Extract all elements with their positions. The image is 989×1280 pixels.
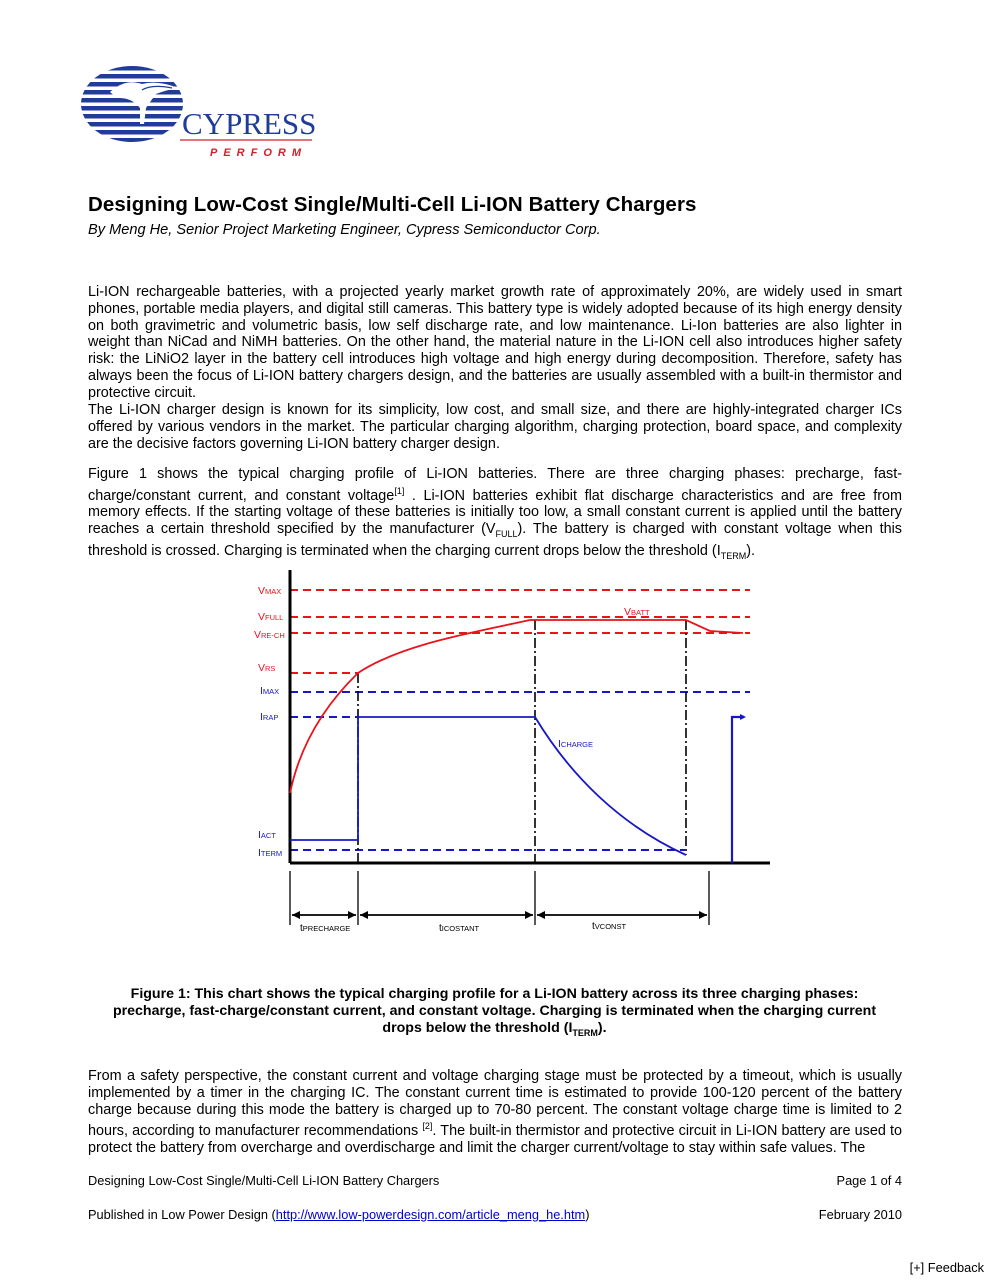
label-iterm: ITERM xyxy=(258,847,283,859)
citation-2: [2] xyxy=(422,1121,433,1132)
feedback-link[interactable]: [+] Feedback xyxy=(909,1260,984,1275)
label-imax: IMAX xyxy=(260,685,280,697)
label-irap: IRAP xyxy=(260,711,279,723)
label-iact: IACT xyxy=(258,829,276,841)
label-vrs: VRS xyxy=(258,662,276,674)
footer-page-number: Page 1 of 4 xyxy=(836,1173,902,1188)
paragraph-figure-intro: Figure 1 shows the typical charging profile of Li-ION batteries. There are three charging phases: precharge, fast-charge/constant current, and constant voltage[1] . Li-ION batteries exhibit flat discharge characteristics and are free from memory effects. If the starting voltage of these batteries is initially too low, a small constant current is applied until the battery reaches a certain threshold specified by the manufacturer $(V_{FULL})$. The battery is charged with constant voltage when this threshold is crossed. Charging is terminated when the charging current drops below the threshold $(I_{TERM})$. xyxy=(88,466,902,561)
recharge-arrow-icon xyxy=(740,714,746,720)
label-t-icostant: tICOSTANT xyxy=(439,923,480,934)
paragraph-intro: Li-ION rechargeable batteries, with a projected yearly market growth rate of approximately 20%, are widely used in smart phones, portable media players, and digital still cameras. This battery type is widely adopted because of its high energy density on both gravimetric and volumetric basis, low self discharge rate, and low maintenance. Li-Ion batteries are also lighter in weight than NiCad and NiMH batteries. On the other hand, the material nature in the Li-ION cell also introduces higher safety risk: the LiNiO2 layer in the battery cell introduces high voltage and high energy during decomposition. Therefore, safety has always been the focus of Li-ION battery chargers design, and the batteries are usually assembled with a built-in thermistor and protective circuit. xyxy=(88,284,902,401)
icharge-curve xyxy=(290,717,686,855)
label-vbatt: VBATT xyxy=(624,606,650,618)
article-title: Designing Low-Cost Single/Multi-Cell Li-ION Battery Chargers xyxy=(88,193,697,216)
footer-doc-title: Designing Low-Cost Single/Multi-Cell Li-ION Battery Chargers xyxy=(88,1173,440,1188)
paragraph-safety: From a safety perspective, the constant current and voltage charging stage must be protected by a timeout, which is usually implemented by a timer in the charging IC. The constant current time is estimated to provide 100-120 percent of the battery charge because during this mode the battery is charged up to 70-80 percent. The constant voltage charge time is limited to 2 hours, according to manufacturer recommendations [2]. The built-in thermistor and protective circuit in Li-ION battery are used to protect the battery from overcharge and overdischarge and limit the charger current/voltage to stay within safe values. The xyxy=(88,1068,902,1156)
paragraph-design: The Li-ION charger design is known for its simplicity, low cost, and small size, and there are highly-integrated charger ICs offered by various vendors in the market. The particular charging algorithm, charging protection, board space, and complexity are the decisive factors governing Li-ION battery charger design. xyxy=(88,402,902,452)
byline: By Meng He, Senior Project Marketing Engineer, Cypress Semiconductor Corp. xyxy=(88,222,601,238)
recharge-step xyxy=(732,717,744,863)
logo-brand: CYPRESS xyxy=(182,106,317,141)
charging-profile-svg xyxy=(240,565,780,945)
citation-1: [1] xyxy=(394,485,405,496)
cypress-tree-icon xyxy=(80,64,320,164)
figure-caption: Figure 1: This chart shows the typical charging profile for a Li-ION battery across its three charging phases: precharge, fast-charge/constant current, and constant voltage. Charging is terminated when the charging current drops below the threshold $(I_{TERM})$. xyxy=(112,986,877,1038)
label-vfull: VFULL xyxy=(258,611,284,623)
cypress-logo xyxy=(80,64,320,164)
charging-profile-chart xyxy=(240,565,780,945)
label-t-vconst: tVCONST xyxy=(592,921,627,932)
label-icharge: ICHARGE xyxy=(558,738,594,750)
label-t-precharge: tPRECHARGE xyxy=(300,923,351,934)
label-vrech: VRE-CH xyxy=(254,629,285,641)
logo-tagline: PERFORM xyxy=(210,147,307,159)
footer-date: February 2010 xyxy=(818,1207,902,1222)
article-link[interactable]: http://www.low-powerdesign.com/article_meng_he.htm xyxy=(275,1207,586,1222)
label-vmax: VMAX xyxy=(258,585,282,597)
footer-publication: Published in Low Power Design (http://www.low-powerdesign.com/article_meng_he.htm) xyxy=(88,1207,590,1222)
